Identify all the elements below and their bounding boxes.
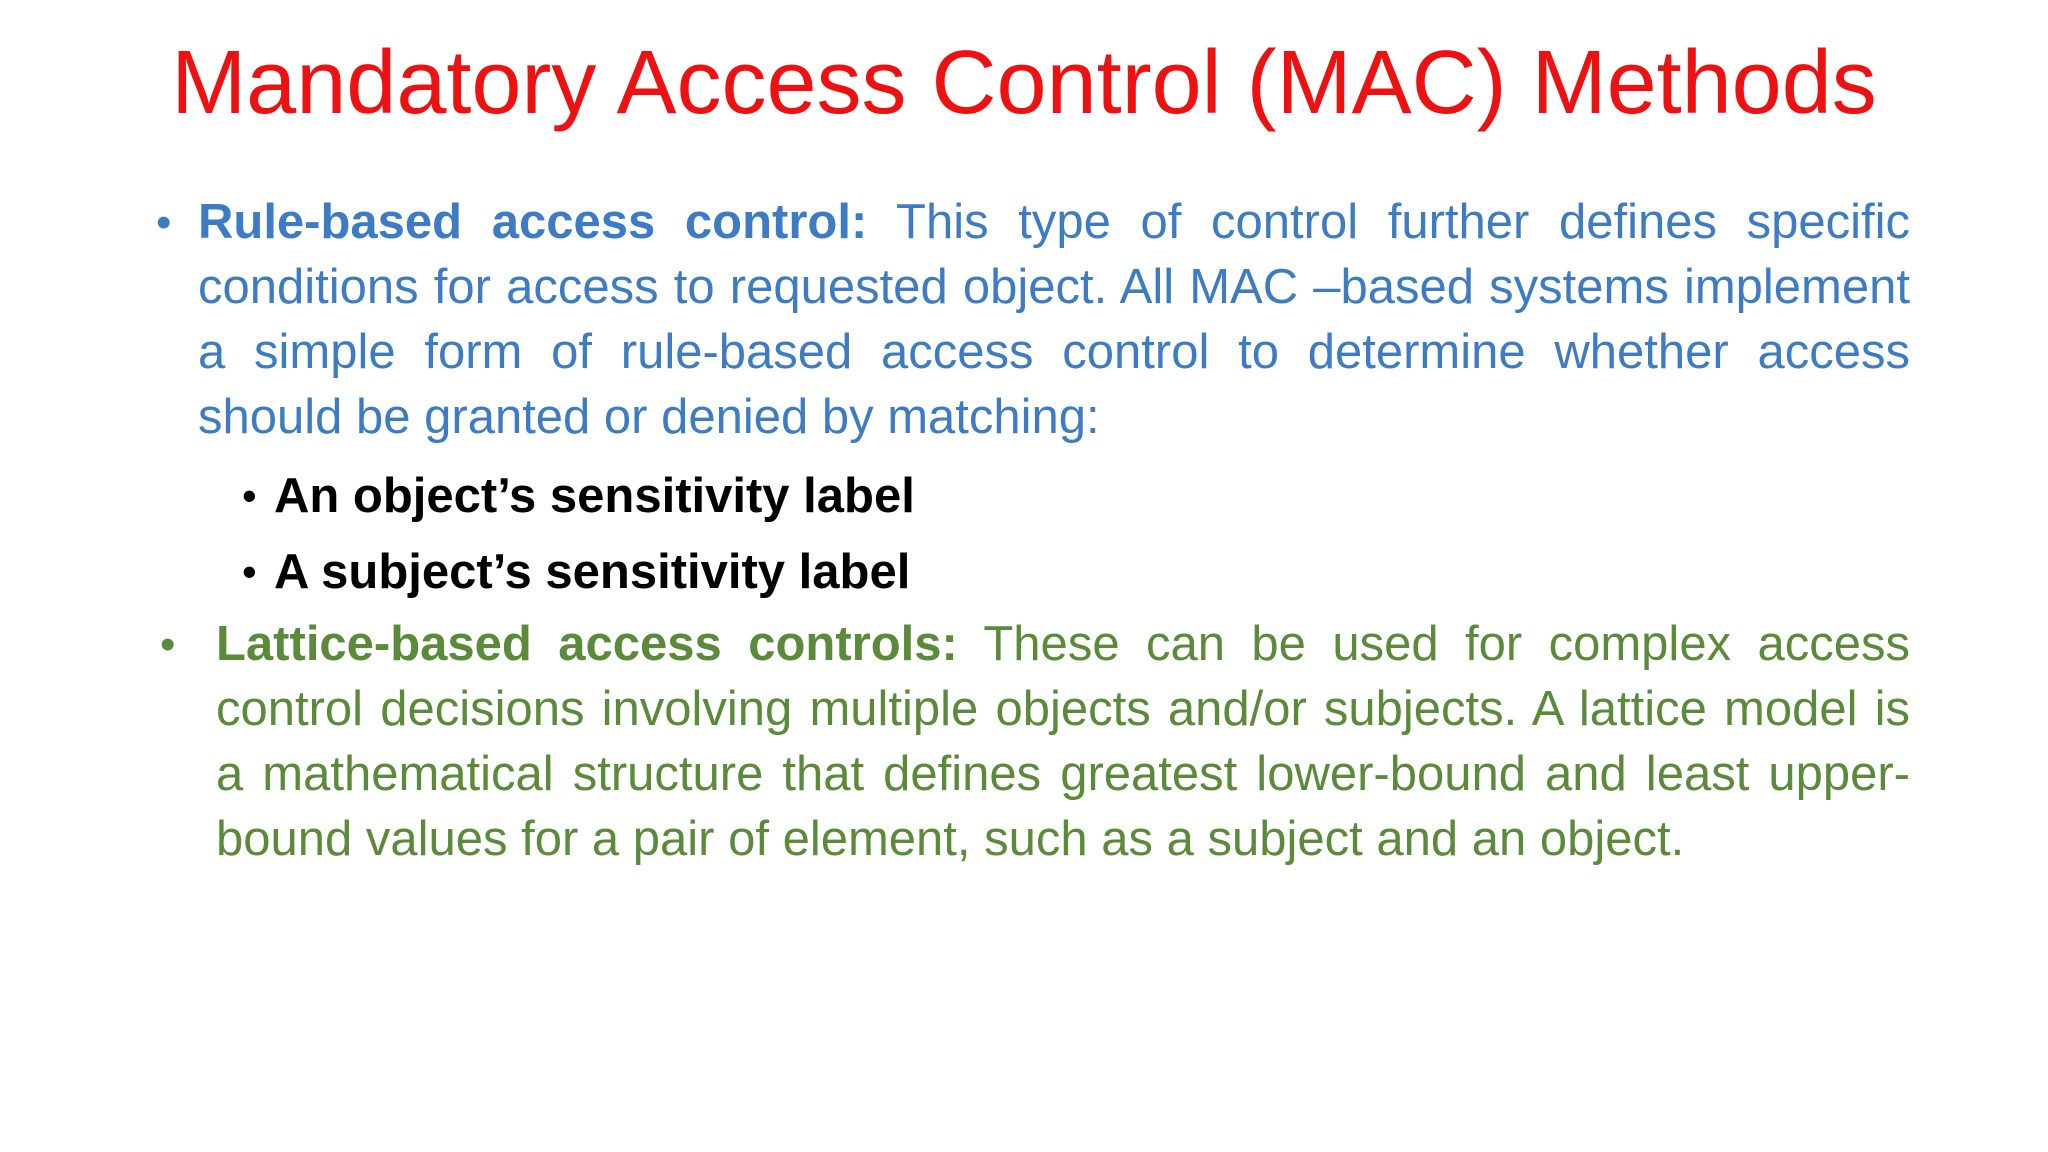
- sub-bullet-text: An object’s sensitivity label: [274, 469, 915, 523]
- bullet-text-rule-based: This type of control further defines specific conditions for access to requested object. All MAC –based systems implement a simple form of rule-based access control to determine whether access should be granted or denied by matching:: [198, 195, 1911, 444]
- sub-bullet-subject-label: [150, 534, 1910, 610]
- bullet-dot-icon: •: [156, 198, 172, 247]
- sub-bullet-list: [150, 458, 1910, 610]
- sub-bullet-text: A subject’s sensitivity label: [274, 545, 911, 599]
- bullet-dot-icon: •: [160, 620, 176, 669]
- sub-bullet-dot-icon: •: [242, 548, 257, 595]
- sub-bullet-object-label: [150, 458, 1910, 534]
- bullet-lead-lattice-based: Lattice-based access controls:: [216, 617, 958, 671]
- sub-bullet-dot-icon: •: [242, 472, 257, 519]
- bullet-rule-based: [150, 190, 1910, 450]
- bullet-lead-rule-based: Rule-based access control:: [198, 195, 868, 249]
- slide-title: Mandatory Access Control (MAC) Methods: [171, 33, 1877, 133]
- slide-content: [150, 190, 1910, 872]
- bullet-text-lattice-based: These can be used for complex access control decisions involving multiple objects and/or subjects. A lattice model is a mathematical structure that defines greatest lower-bound and least upper-bound values for a pair of element, such as a subject and an object.: [216, 617, 1910, 866]
- bullet-lattice-based: [150, 612, 1910, 872]
